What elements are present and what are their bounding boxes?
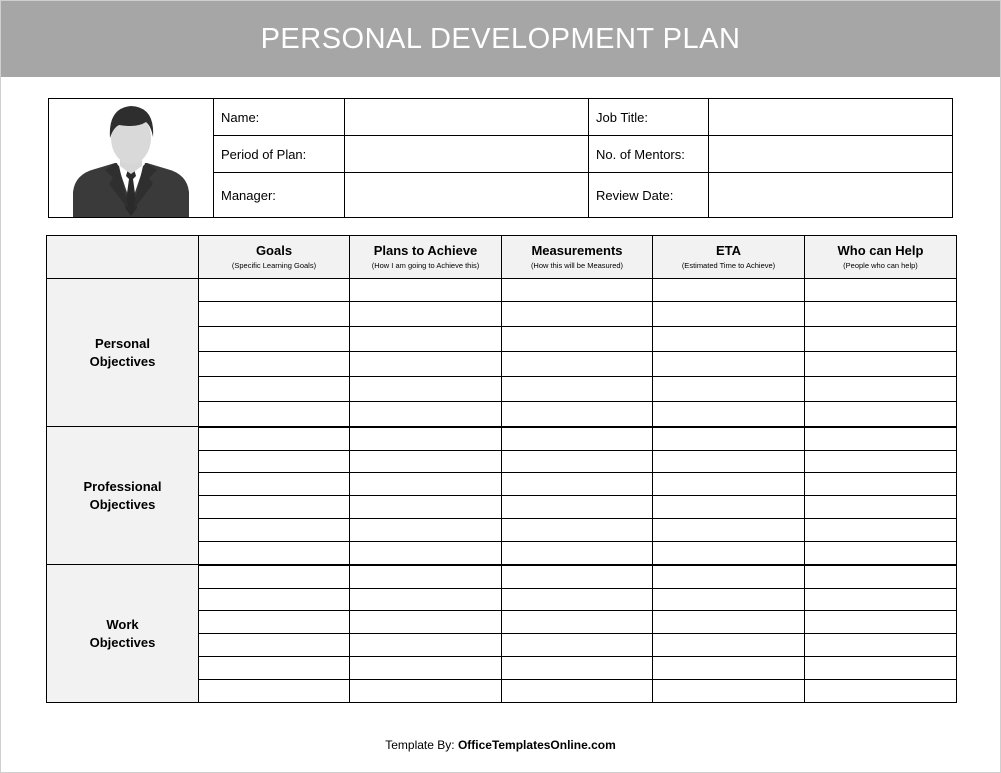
column-subtitle: (How I am going to Achieve this) — [371, 261, 480, 271]
review-date-field[interactable] — [709, 173, 953, 218]
goals-cell[interactable] — [199, 542, 350, 565]
plans-cell[interactable] — [350, 377, 502, 402]
section-label: Professional — [83, 478, 162, 494]
job-title-field[interactable] — [709, 99, 953, 136]
column-header-goals — [199, 236, 350, 279]
measurements-cell[interactable] — [502, 402, 653, 427]
mentors-field[interactable] — [709, 136, 953, 173]
plans-cell[interactable] — [350, 634, 502, 657]
who-can-help-cell[interactable] — [805, 352, 957, 377]
who-can-help-cell[interactable] — [805, 451, 957, 473]
plans-cell[interactable] — [350, 327, 502, 352]
measurements-cell[interactable] — [502, 327, 653, 352]
period-of-plan-label: Period of Plan: — [214, 136, 345, 173]
plans-cell[interactable] — [350, 302, 502, 327]
column-title: Who can Help — [837, 242, 924, 258]
who-can-help-cell[interactable] — [805, 473, 957, 496]
goals-cell[interactable] — [199, 611, 350, 634]
section-professional-objectives — [47, 427, 199, 565]
measurements-cell[interactable] — [502, 451, 653, 473]
column-subtitle: (Specific Learning Goals) — [231, 261, 317, 271]
avatar — [49, 99, 214, 218]
goals-cell[interactable] — [199, 473, 350, 496]
footer-credit — [1, 738, 1000, 752]
measurements-cell[interactable] — [502, 473, 653, 496]
plans-cell[interactable] — [350, 657, 502, 680]
eta-cell[interactable] — [653, 427, 805, 451]
manager-label: Manager: — [214, 173, 345, 218]
who-can-help-cell[interactable] — [805, 565, 957, 589]
table-corner-cell — [47, 236, 199, 279]
goals-cell[interactable] — [199, 279, 350, 302]
goals-cell[interactable] — [199, 565, 350, 589]
eta-cell[interactable] — [653, 634, 805, 657]
eta-cell[interactable] — [653, 496, 805, 519]
plans-cell[interactable] — [350, 352, 502, 377]
column-header-measurements — [502, 236, 653, 279]
column-subtitle: (People who can help) — [843, 261, 918, 271]
who-can-help-cell[interactable] — [805, 589, 957, 611]
eta-cell[interactable] — [653, 377, 805, 402]
eta-cell[interactable] — [653, 611, 805, 634]
measurements-cell[interactable] — [502, 542, 653, 565]
review-date-label: Review Date: — [589, 173, 709, 218]
measurements-cell[interactable] — [502, 680, 653, 703]
manager-field[interactable] — [345, 173, 589, 218]
section-personal-objectives — [47, 279, 199, 427]
section-label: Objectives — [89, 496, 156, 512]
measurements-cell[interactable] — [502, 589, 653, 611]
goals-cell[interactable] — [199, 519, 350, 542]
who-can-help-cell[interactable] — [805, 402, 957, 427]
who-can-help-cell[interactable] — [805, 496, 957, 519]
table-row — [47, 427, 957, 451]
eta-cell[interactable] — [653, 565, 805, 589]
eta-cell[interactable] — [653, 302, 805, 327]
goals-cell[interactable] — [199, 327, 350, 352]
period-of-plan-field[interactable] — [345, 136, 589, 173]
footer-prefix: Template By: — [385, 738, 458, 752]
plans-cell[interactable] — [350, 451, 502, 473]
measurements-cell[interactable] — [502, 565, 653, 589]
goals-cell[interactable] — [199, 680, 350, 703]
eta-cell[interactable] — [653, 473, 805, 496]
measurements-cell[interactable] — [502, 427, 653, 451]
plans-cell[interactable] — [350, 565, 502, 589]
name-field[interactable] — [345, 99, 589, 136]
eta-cell[interactable] — [653, 402, 805, 427]
section-label: Personal — [95, 335, 150, 351]
who-can-help-cell[interactable] — [805, 680, 957, 703]
measurements-cell[interactable] — [502, 352, 653, 377]
measurements-cell[interactable] — [502, 519, 653, 542]
measurements-cell[interactable] — [502, 611, 653, 634]
footer-site-link[interactable]: OfficeTemplatesOnline.com — [457, 738, 616, 752]
section-label: Objectives — [89, 634, 156, 650]
column-title: ETA — [715, 242, 742, 258]
plans-cell[interactable] — [350, 519, 502, 542]
column-subtitle: (How this will be Measured) — [530, 261, 624, 271]
goals-cell[interactable] — [199, 657, 350, 680]
column-title: Goals — [255, 242, 293, 258]
eta-cell[interactable] — [653, 657, 805, 680]
employee-info-table — [48, 98, 953, 218]
eta-cell[interactable] — [653, 519, 805, 542]
who-can-help-cell[interactable] — [805, 519, 957, 542]
eta-cell[interactable] — [653, 542, 805, 565]
column-header-eta — [653, 236, 805, 279]
goals-cell[interactable] — [199, 589, 350, 611]
goals-cell[interactable] — [199, 451, 350, 473]
measurements-cell[interactable] — [502, 496, 653, 519]
mentors-label: No. of Mentors: — [589, 136, 709, 173]
goals-cell[interactable] — [199, 302, 350, 327]
goals-cell[interactable] — [199, 352, 350, 377]
businessman-avatar-icon — [49, 100, 213, 217]
job-title-label: Job Title: — [589, 99, 709, 136]
name-label: Name: — [214, 99, 345, 136]
who-can-help-cell[interactable] — [805, 427, 957, 451]
eta-cell[interactable] — [653, 279, 805, 302]
who-can-help-cell[interactable] — [805, 377, 957, 402]
plans-cell[interactable] — [350, 279, 502, 302]
measurements-cell[interactable] — [502, 377, 653, 402]
goals-cell[interactable] — [199, 634, 350, 657]
plans-cell[interactable] — [350, 589, 502, 611]
who-can-help-cell[interactable] — [805, 302, 957, 327]
eta-cell[interactable] — [653, 589, 805, 611]
objectives-table — [46, 235, 957, 703]
measurements-cell[interactable] — [502, 302, 653, 327]
table-row — [47, 279, 957, 302]
table-row — [47, 565, 957, 589]
goals-cell[interactable] — [199, 377, 350, 402]
eta-cell[interactable] — [653, 680, 805, 703]
who-can-help-cell[interactable] — [805, 634, 957, 657]
eta-cell[interactable] — [653, 352, 805, 377]
who-can-help-cell[interactable] — [805, 279, 957, 302]
section-label: Work — [106, 616, 139, 632]
section-label: Objectives — [89, 353, 156, 369]
column-title: Plans to Achieve — [373, 242, 478, 258]
column-title: Measurements — [531, 242, 623, 258]
plans-cell[interactable] — [350, 680, 502, 703]
goals-cell[interactable] — [199, 496, 350, 519]
measurements-cell[interactable] — [502, 279, 653, 302]
who-can-help-cell[interactable] — [805, 657, 957, 680]
column-subtitle: (Estimated Time to Achieve) — [681, 261, 776, 271]
goals-cell[interactable] — [199, 427, 350, 451]
plans-cell[interactable] — [350, 496, 502, 519]
column-header-who-can-help — [805, 236, 957, 279]
who-can-help-cell[interactable] — [805, 327, 957, 352]
who-can-help-cell[interactable] — [805, 542, 957, 565]
plans-cell[interactable] — [350, 427, 502, 451]
measurements-cell[interactable] — [502, 634, 653, 657]
who-can-help-cell[interactable] — [805, 611, 957, 634]
plans-cell[interactable] — [350, 611, 502, 634]
section-work-objectives — [47, 565, 199, 703]
measurements-cell[interactable] — [502, 657, 653, 680]
plans-cell[interactable] — [350, 542, 502, 565]
eta-cell[interactable] — [653, 451, 805, 473]
column-header-plans — [350, 236, 502, 279]
plans-cell[interactable] — [350, 473, 502, 496]
eta-cell[interactable] — [653, 327, 805, 352]
page-title: PERSONAL DEVELOPMENT PLAN — [1, 1, 1000, 77]
goals-cell[interactable] — [199, 402, 350, 427]
plans-cell[interactable] — [350, 402, 502, 427]
